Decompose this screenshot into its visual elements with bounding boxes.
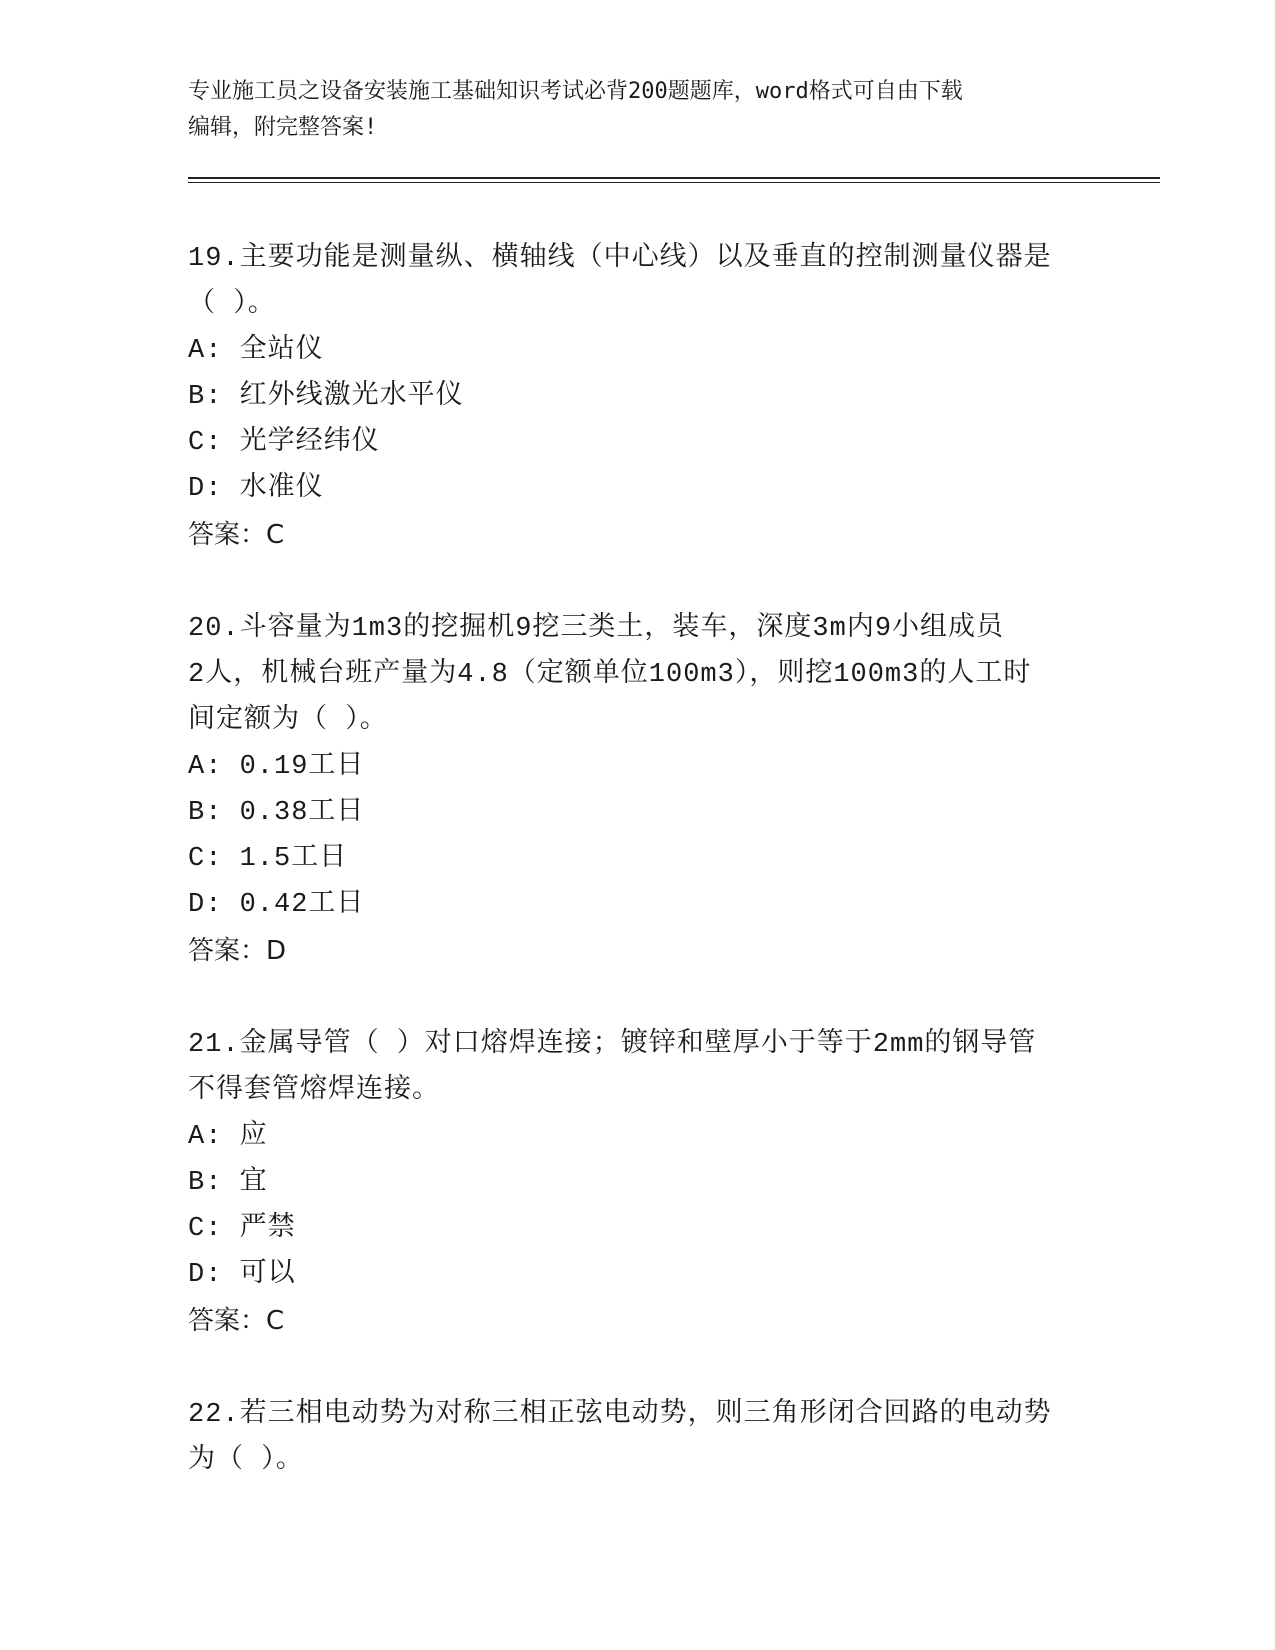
question-stem-line: 21.金属导管（ ）对口熔焊连接；镀锌和壁厚小于等于2mm的钢导管: [188, 1030, 1037, 1060]
answer: 答案：C: [188, 520, 285, 550]
question-list: [188, 236, 1078, 1532]
question-stem-line: （ ）。: [188, 290, 276, 320]
answer: 答案：D: [188, 936, 287, 966]
question-19: [188, 236, 1078, 558]
option-d: D: 可以: [188, 1260, 296, 1290]
question-stem-line: 间定额为（ ）。: [188, 706, 388, 736]
question-20: [188, 606, 1078, 974]
header-line-2: 编辑，附完整答案!: [188, 115, 378, 140]
option-d: D: 0.42工日: [188, 890, 365, 920]
question-stem-line: 不得套管熔焊连接。: [188, 1076, 440, 1106]
question-22: [188, 1392, 1078, 1484]
header-line-1: 专业施工员之设备安装施工基础知识考试必背200题题库，word格式可自由下载: [188, 79, 963, 104]
question-stem-line: 为（ ）。: [188, 1446, 304, 1476]
option-c: C: 严禁: [188, 1214, 296, 1244]
question-stem-line: 2人，机械台班产量为4.8（定额单位100m3），则挖100m3的人工时: [188, 660, 1032, 690]
option-b: B: 宜: [188, 1168, 268, 1198]
answer: 答案：C: [188, 1306, 285, 1336]
question-stem-line: 20.斗容量为1m3的挖掘机9挖三类土，装车，深度3m内9小组成员: [188, 614, 1005, 644]
option-a: A: 应: [188, 1122, 268, 1152]
header-divider-thin: [188, 182, 1160, 183]
option-d: D: 水准仪: [188, 474, 324, 504]
option-c: C: 1.5工日: [188, 844, 348, 874]
option-a: A: 全站仪: [188, 336, 324, 366]
question-21: [188, 1022, 1078, 1344]
question-stem-line: 19.主要功能是测量纵、横轴线（中心线）以及垂直的控制测量仪器是: [188, 244, 1052, 274]
header-divider-thick: [188, 177, 1160, 179]
option-b: B: 红外线激光水平仪: [188, 382, 464, 412]
question-stem-line: 22.若三相电动势为对称三相正弦电动势，则三角形闭合回路的电动势: [188, 1400, 1052, 1430]
option-a: A: 0.19工日: [188, 752, 365, 782]
document-header: [188, 74, 1078, 146]
option-c: C: 光学经纬仪: [188, 428, 380, 458]
option-b: B: 0.38工日: [188, 798, 365, 828]
